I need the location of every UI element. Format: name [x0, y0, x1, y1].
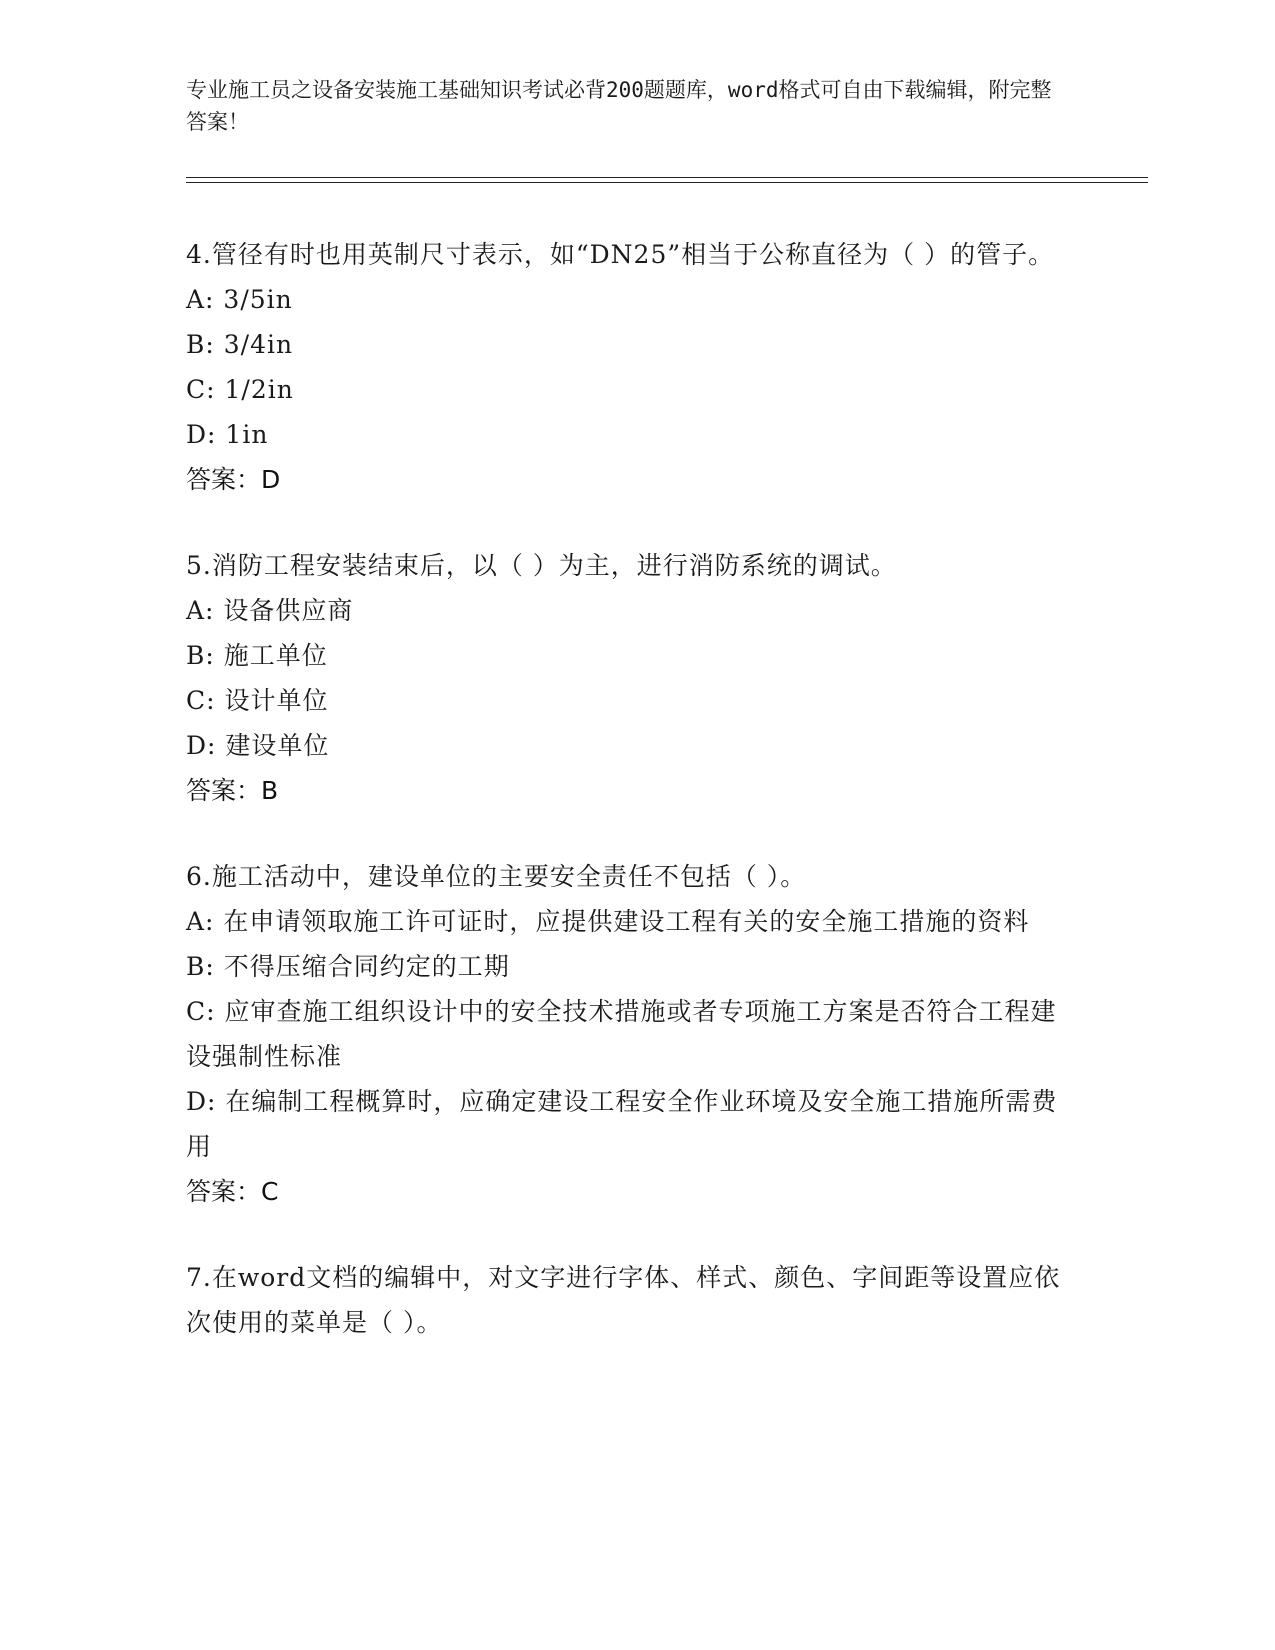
question-stem: 7.在word文档的编辑中，对文字进行字体、样式、颜色、字间距等设置应依次使用的菜单是（ ）。	[186, 1263, 1061, 1337]
question-stem: 5.消防工程安装结束后，以（ ）为主，进行消防系统的调试。	[186, 551, 897, 580]
question-list	[186, 232, 1066, 1386]
question-stem: 6.施工活动中，建设单位的主要安全责任不包括（ ）。	[186, 862, 807, 891]
option-a: A: 3/5in	[186, 285, 293, 314]
question-item	[186, 1255, 1066, 1345]
option-a: A: 在申请领取施工许可证时，应提供建设工程有关的安全施工措施的资料	[186, 907, 1030, 936]
option-c: C: 设计单位	[186, 686, 329, 715]
option-b: B: 3/4in	[186, 330, 294, 359]
option-c: C: 应审查施工组织设计中的安全技术措施或者专项施工方案是否符合工程建设强制性标准	[186, 997, 1057, 1071]
header-rule-bottom	[186, 182, 1148, 183]
answer-label: 答案：B	[186, 776, 279, 805]
option-a: A: 设备供应商	[186, 596, 354, 625]
option-b: B: 施工单位	[186, 641, 328, 670]
answer-label: 答案：D	[186, 465, 281, 494]
option-b: B: 不得压缩合同约定的工期	[186, 952, 510, 981]
question-item	[186, 232, 1066, 502]
question-item	[186, 854, 1066, 1214]
option-d: D: 在编制工程概算时，应确定建设工程安全作业环境及安全施工措施所需费用	[186, 1087, 1058, 1161]
option-d: D: 建设单位	[186, 731, 330, 760]
question-stem: 4.管径有时也用英制尺寸表示，如“DN25”相当于公称直径为（ ）的管子。	[186, 240, 1055, 269]
question-item	[186, 543, 1066, 813]
answer-label: 答案：C	[186, 1177, 279, 1206]
option-c: C: 1/2in	[186, 375, 294, 404]
document-header: 专业施工员之设备安装施工基础知识考试必背200题题库，word格式可自由下载编辑，附完整答案！	[186, 78, 1052, 134]
option-d: D: 1in	[186, 420, 269, 449]
header-rule-top	[186, 177, 1148, 178]
